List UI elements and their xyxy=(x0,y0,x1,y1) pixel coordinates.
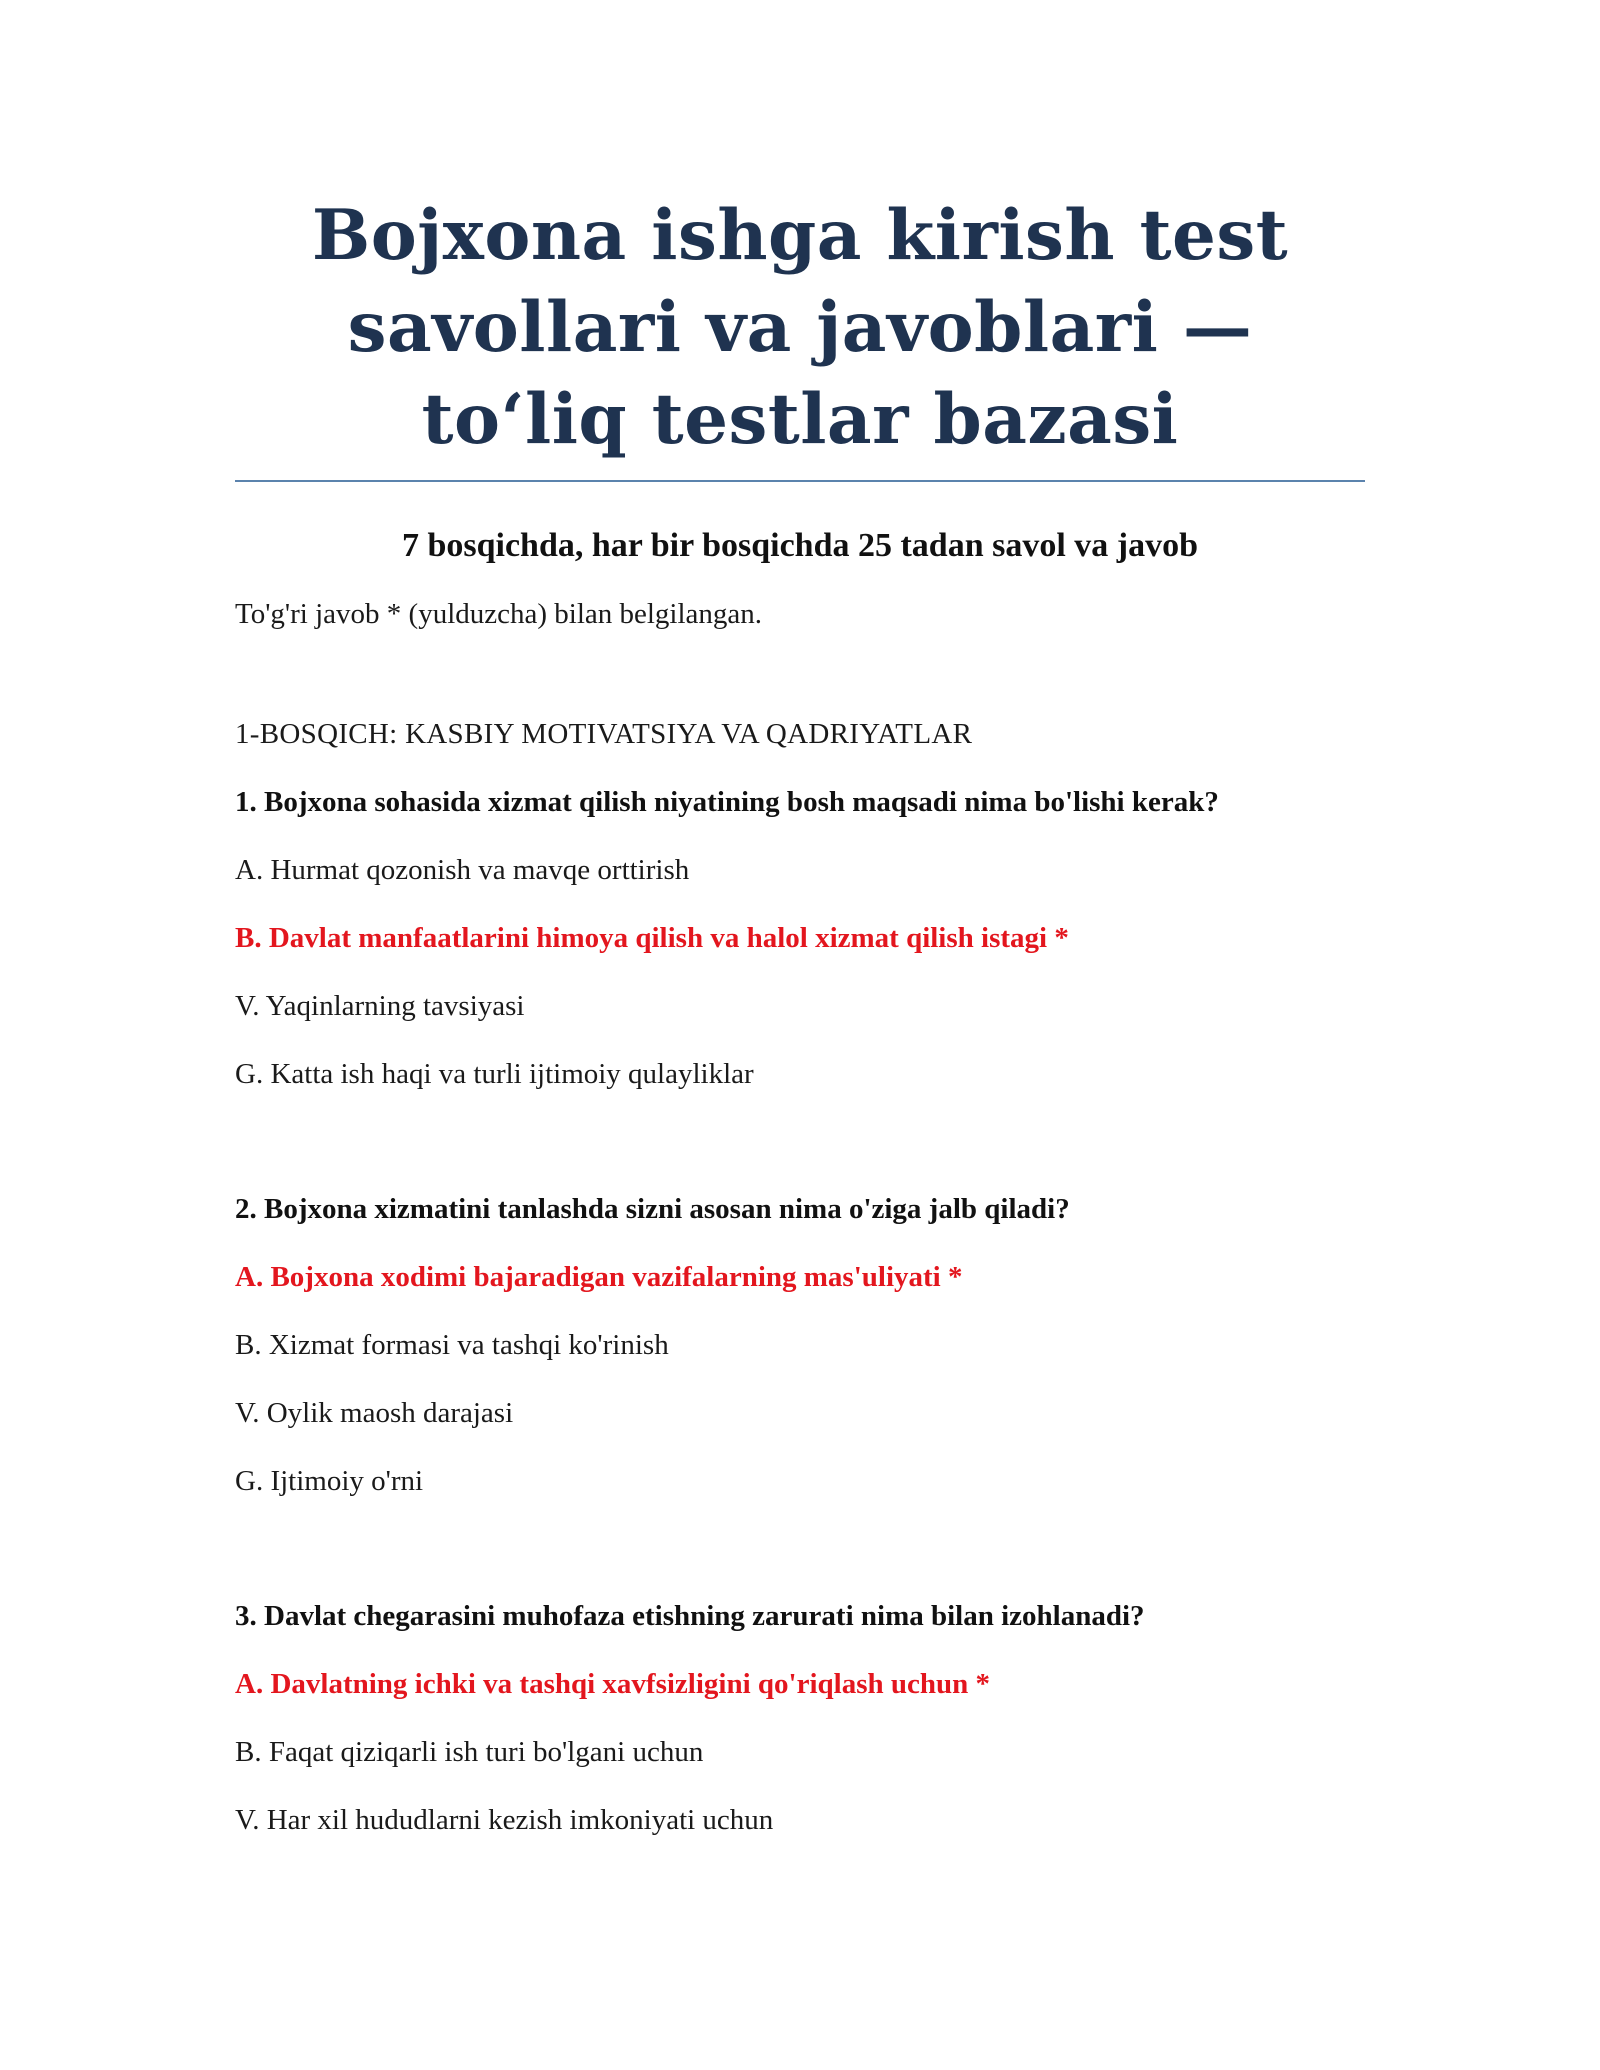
answer-option: G. Ijtimoiy o'rni xyxy=(235,1465,424,1497)
answer-option: A. Hurmat qozonish va mavqe orttirish xyxy=(235,854,690,886)
correct-answer-option: A. Davlatning ichki va tashqi xavfsizligini qo'riqlash uchun * xyxy=(235,1668,990,1700)
correct-answer-option: A. Bojxona xodimi bajaradigan vazifalarning mas'uliyati * xyxy=(235,1261,963,1293)
answer-options xyxy=(235,1664,1365,1840)
answer-options xyxy=(235,1257,1365,1501)
intro-note: To'g'ri javob * (yulduzcha) bilan belgilangan. xyxy=(235,598,763,630)
section-heading: 1-BOSQICH: KASBIY MOTIVATSIYA VA QADRIYATLAR xyxy=(235,718,973,750)
question-text: 1. Bojxona sohasida xizmat qilish niyatining bosh maqsadi nima bo'lishi kerak? xyxy=(235,786,1219,818)
document-page xyxy=(235,190,1365,1840)
question-3 xyxy=(235,1596,1365,1840)
title-divider xyxy=(235,480,1365,482)
answer-option: V. Oylik maosh darajasi xyxy=(235,1397,514,1429)
answer-option: B. Faqat qiziqarli ish turi bo'lgani uchun xyxy=(235,1736,704,1768)
question-text: 2. Bojxona xizmatini tanlashda sizni asosan nima o'ziga jalb qiladi? xyxy=(235,1193,1070,1225)
question-2 xyxy=(235,1189,1365,1501)
answer-option: V. Yaqinlarning tavsiyasi xyxy=(235,990,525,1022)
correct-answer-option: B. Davlat manfaatlarini himoya qilish va halol xizmat qilish istagi * xyxy=(235,922,1069,954)
page-title: Bojxona ishga kirish test savollari va javoblari — to‘liq testlar bazasi xyxy=(311,195,1289,460)
answer-options xyxy=(235,850,1365,1094)
question-text: 3. Davlat chegarasini muhofaza etishning zarurati nima bilan izohlanadi? xyxy=(235,1600,1145,1632)
question-1 xyxy=(235,782,1365,1094)
answer-option: B. Xizmat formasi va tashqi ko'rinish xyxy=(235,1329,669,1361)
document-subtitle: 7 bosqichda, har bir bosqichda 25 tadan savol va javob xyxy=(401,527,1199,564)
answer-option: G. Katta ish haqi va turli ijtimoiy qulayliklar xyxy=(235,1058,754,1090)
answer-option: V. Har xil hududlarni kezish imkoniyati uchun xyxy=(235,1804,774,1836)
